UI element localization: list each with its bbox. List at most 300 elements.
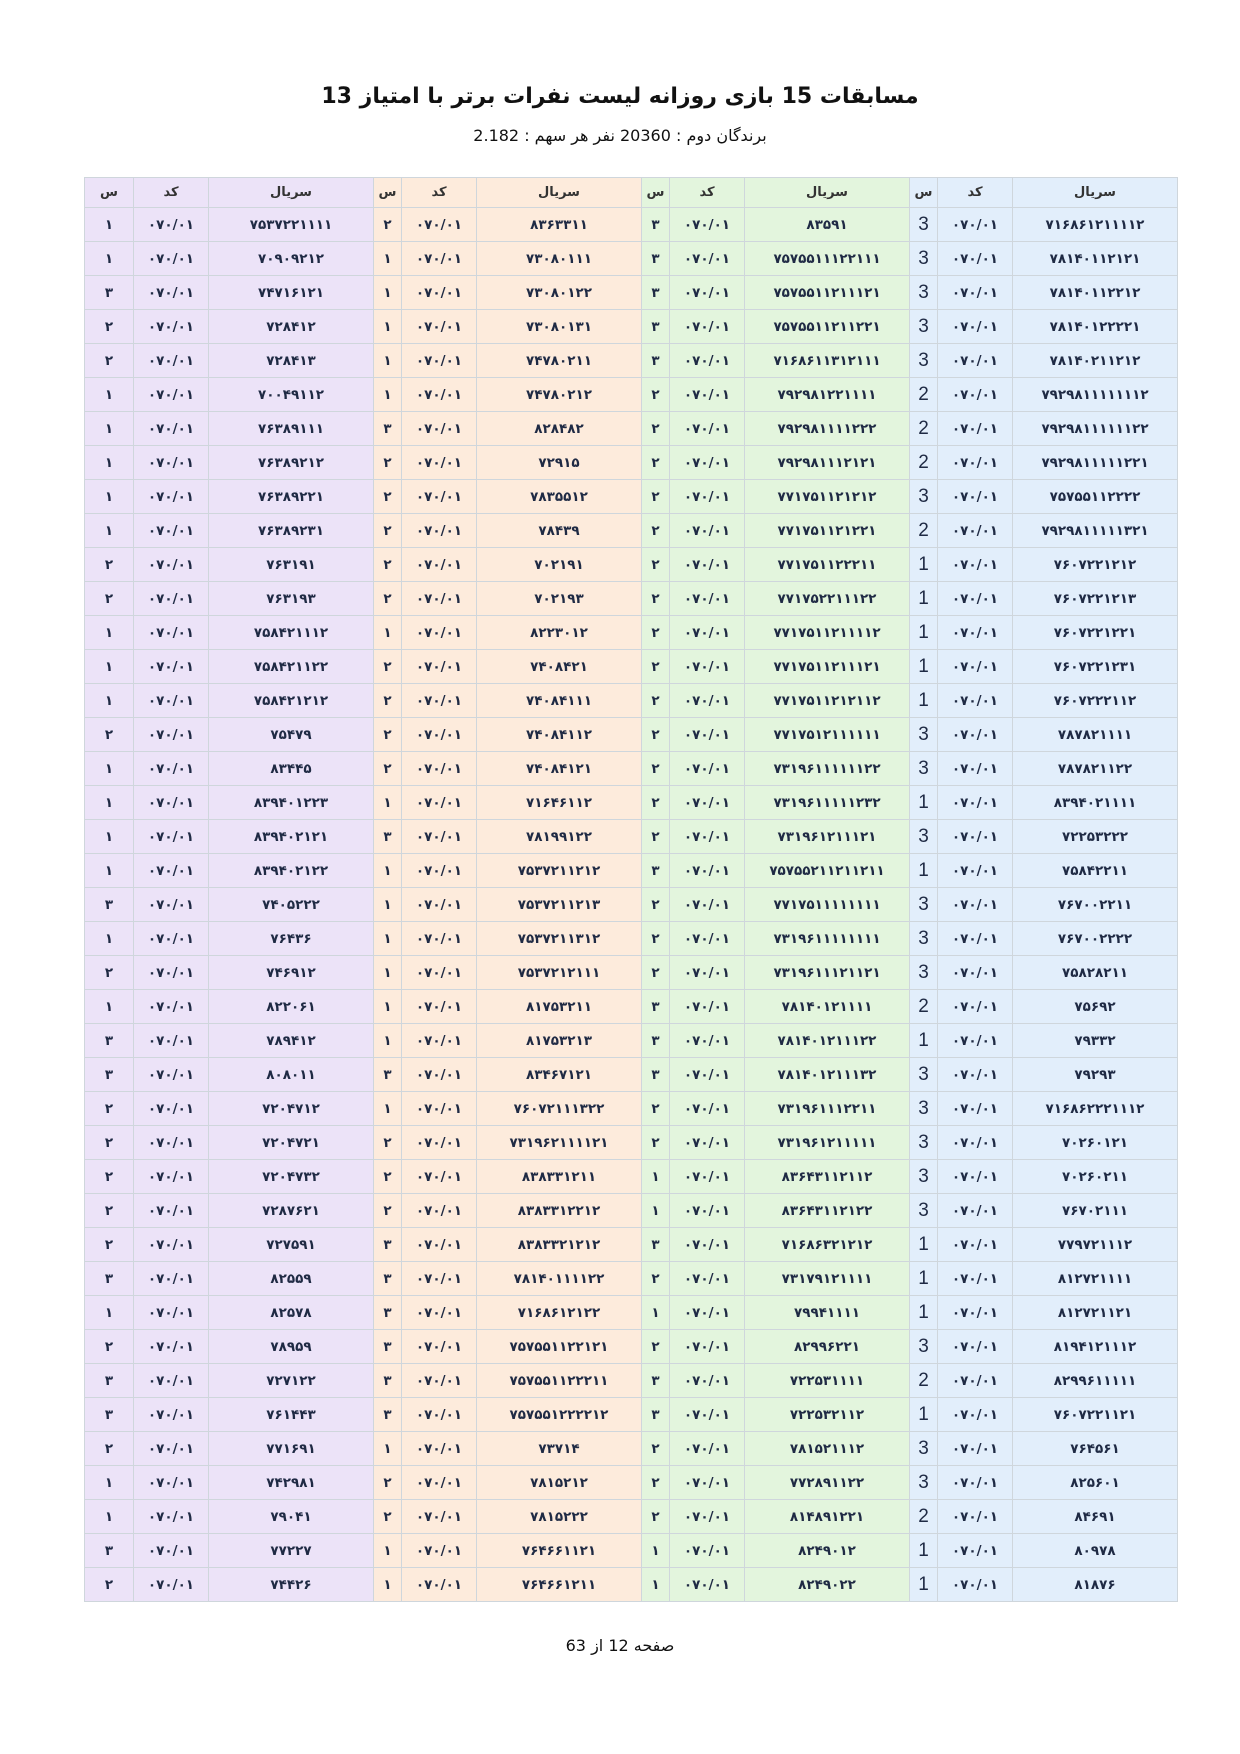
code-cell: ۰۷۰/۰۱ (134, 1160, 209, 1194)
code-cell: ۰۷۰/۰۱ (670, 1296, 745, 1330)
serial-cell: ۸۳۸۳۳۱۲۱۱ (477, 1160, 642, 1194)
column-header-code: کد (938, 178, 1013, 208)
s-cell: ۲ (642, 1092, 670, 1126)
code-cell: ۰۷۰/۰۱ (134, 1466, 209, 1500)
code-cell: ۰۷۰/۰۱ (938, 446, 1013, 480)
serial-cell: ۷۵۶۹۲ (1013, 990, 1178, 1024)
serial-cell: ۷۶۰۷۲۱۱۱۳۲۲ (477, 1092, 642, 1126)
s-cell: ۱ (85, 1500, 134, 1534)
serial-cell: ۷۸۱۴۰۱۱۲۲۱۲ (1013, 276, 1178, 310)
code-cell: ۰۷۰/۰۱ (402, 1500, 477, 1534)
serial-cell: ۷۶۳۱۹۱ (209, 548, 374, 582)
serial-cell: ۷۹۲۹۳ (1013, 1058, 1178, 1092)
s-cell: ۳ (85, 888, 134, 922)
serial-cell: ۷۳۱۹۶۱۱۱۱۱۱۱۱ (745, 922, 910, 956)
code-cell: ۰۷۰/۰۱ (670, 582, 745, 616)
serial-cell: ۷۱۶۸۶۱۲۱۱۱۱۲ (1013, 208, 1178, 242)
serial-cell: ۷۳۷۱۴ (477, 1432, 642, 1466)
s-cell: ۳ (85, 1364, 134, 1398)
code-cell: ۰۷۰/۰۱ (938, 1262, 1013, 1296)
s-cell: ۱ (85, 480, 134, 514)
code-cell: ۰۷۰/۰۱ (938, 752, 1013, 786)
code-cell: ۰۷۰/۰۱ (134, 1364, 209, 1398)
s-cell: ۳ (642, 208, 670, 242)
serial-cell: ۷۷۱۷۵۱۱۲۱۲۱۱۲ (745, 684, 910, 718)
code-cell: ۰۷۰/۰۱ (670, 514, 745, 548)
table-row (85, 1330, 1178, 1364)
s-cell: ۲ (642, 412, 670, 446)
serial-cell: ۷۰۲۶۰۲۱۱ (1013, 1160, 1178, 1194)
serial-cell: ۸۱۷۵۳۲۱۱ (477, 990, 642, 1024)
serial-cell: ۸۲۵۷۸ (209, 1296, 374, 1330)
s-cell: ۳ (642, 1228, 670, 1262)
s-cell: ۱ (85, 650, 134, 684)
serial-cell: ۷۶۰۷۲۲۱۲۱۳ (1013, 582, 1178, 616)
table-row (85, 888, 1178, 922)
s-cell: 1 (910, 582, 938, 616)
serial-cell: ۷۹۲۹۸۱۲۲۱۱۱۱ (745, 378, 910, 412)
code-cell: ۰۷۰/۰۱ (134, 922, 209, 956)
s-cell: ۲ (85, 310, 134, 344)
s-cell: ۲ (85, 1568, 134, 1602)
s-cell: ۱ (85, 820, 134, 854)
table-row (85, 1568, 1178, 1602)
s-cell: ۲ (85, 1194, 134, 1228)
s-cell: ۲ (642, 1126, 670, 1160)
serial-cell: ۷۹۲۹۸۱۱۱۱۱۱۲۲ (1013, 412, 1178, 446)
serial-cell: ۸۰۸۰۱۱ (209, 1058, 374, 1092)
results-table (84, 177, 1178, 1602)
s-cell: ۲ (374, 752, 402, 786)
serial-cell: ۷۵۷۵۵۱۱۲۲۲۲ (1013, 480, 1178, 514)
table-row (85, 548, 1178, 582)
code-cell: ۰۷۰/۰۱ (670, 344, 745, 378)
serial-cell: ۷۷۲۲۷ (209, 1534, 374, 1568)
code-cell: ۰۷۰/۰۱ (402, 242, 477, 276)
code-cell: ۰۷۰/۰۱ (134, 480, 209, 514)
code-cell: ۰۷۰/۰۱ (938, 1058, 1013, 1092)
results-table-wrapper (84, 177, 1157, 1602)
s-cell: ۲ (85, 548, 134, 582)
serial-cell: ۷۳۱۹۶۱۱۱۲۲۱۱ (745, 1092, 910, 1126)
s-cell: ۱ (85, 616, 134, 650)
serial-cell: ۷۰۲۱۹۳ (477, 582, 642, 616)
s-cell: ۲ (642, 1466, 670, 1500)
code-cell: ۰۷۰/۰۱ (402, 1228, 477, 1262)
serial-cell: ۷۶۰۷۲۲۲۱۱۲ (1013, 684, 1178, 718)
code-cell: ۰۷۰/۰۱ (134, 378, 209, 412)
code-cell: ۰۷۰/۰۱ (670, 1126, 745, 1160)
serial-cell: ۷۴۰۸۴۱۱۲ (477, 718, 642, 752)
code-cell: ۰۷۰/۰۱ (670, 956, 745, 990)
code-cell: ۰۷۰/۰۱ (134, 1058, 209, 1092)
serial-cell: ۷۲۰۴۷۲۱ (209, 1126, 374, 1160)
serial-cell: ۸۳۹۴۰۱۲۲۳ (209, 786, 374, 820)
column-header-serial: سریال (477, 178, 642, 208)
s-cell: ۳ (374, 1398, 402, 1432)
code-cell: ۰۷۰/۰۱ (670, 378, 745, 412)
serial-cell: ۸۳۸۳۳۱۲۲۱۲ (477, 1194, 642, 1228)
s-cell: 3 (910, 1092, 938, 1126)
s-cell: 3 (910, 922, 938, 956)
serial-cell: ۷۲۷۵۹۱ (209, 1228, 374, 1262)
serial-cell: ۷۴۰۸۴۲۱ (477, 650, 642, 684)
serial-cell: ۷۸۳۵۵۱۲ (477, 480, 642, 514)
s-cell: ۱ (85, 922, 134, 956)
s-cell: ۱ (642, 1534, 670, 1568)
s-cell: 3 (910, 208, 938, 242)
code-cell: ۰۷۰/۰۱ (134, 1194, 209, 1228)
serial-cell: ۷۵۷۵۵۱۱۱۲۲۱۱۱ (745, 242, 910, 276)
serial-cell: ۷۴۰۵۲۲۲ (209, 888, 374, 922)
s-cell: 3 (910, 820, 938, 854)
serial-cell: ۸۳۶۳۳۱۱ (477, 208, 642, 242)
serial-cell: ۷۴۲۹۸۱ (209, 1466, 374, 1500)
s-cell: ۱ (85, 378, 134, 412)
code-cell: ۰۷۰/۰۱ (670, 820, 745, 854)
code-cell: ۰۷۰/۰۱ (134, 786, 209, 820)
code-cell: ۰۷۰/۰۱ (938, 1466, 1013, 1500)
serial-cell: ۷۶۳۸۹۲۳۱ (209, 514, 374, 548)
serial-cell: ۷۷۱۶۹۱ (209, 1432, 374, 1466)
s-cell: ۳ (374, 820, 402, 854)
code-cell: ۰۷۰/۰۱ (670, 684, 745, 718)
serial-cell: ۷۴۷۸۰۲۱۲ (477, 378, 642, 412)
code-cell: ۰۷۰/۰۱ (402, 922, 477, 956)
code-cell: ۰۷۰/۰۱ (402, 820, 477, 854)
serial-cell: ۸۰۹۷۸ (1013, 1534, 1178, 1568)
s-cell: ۲ (374, 446, 402, 480)
code-cell: ۰۷۰/۰۱ (670, 616, 745, 650)
s-cell: ۲ (374, 650, 402, 684)
serial-cell: ۷۵۷۵۵۱۱۲۲۲۱۱ (477, 1364, 642, 1398)
code-cell: ۰۷۰/۰۱ (938, 412, 1013, 446)
s-cell: ۳ (85, 1058, 134, 1092)
serial-cell: ۷۵۷۵۵۱۱۲۱۱۲۲۱ (745, 310, 910, 344)
table-row (85, 480, 1178, 514)
serial-cell: ۷۶۳۸۹۲۱۲ (209, 446, 374, 480)
page-title: مسابقات 15 بازی روزانه لیست نفرات برتر با امتیاز 13 (321, 84, 919, 109)
serial-cell: ۷۹۰۴۱ (209, 1500, 374, 1534)
code-cell: ۰۷۰/۰۱ (670, 1262, 745, 1296)
code-cell: ۰۷۰/۰۱ (134, 1432, 209, 1466)
table-header-row (85, 178, 1178, 208)
page-number: صفحه 12 از 63 (565, 1636, 675, 1655)
s-cell: 3 (910, 718, 938, 752)
serial-cell: ۷۵۸۴۲۱۱۱۲ (209, 616, 374, 650)
s-cell: ۱ (85, 446, 134, 480)
serial-cell: ۷۸۹۴۱۲ (209, 1024, 374, 1058)
s-cell: 1 (910, 854, 938, 888)
serial-cell: ۸۴۶۹۱ (1013, 1500, 1178, 1534)
code-cell: ۰۷۰/۰۱ (134, 1092, 209, 1126)
table-row (85, 956, 1178, 990)
column-header-s: س (910, 178, 938, 208)
s-cell: ۲ (374, 1500, 402, 1534)
code-cell: ۰۷۰/۰۱ (938, 684, 1013, 718)
table-row (85, 344, 1178, 378)
serial-cell: ۷۶۱۴۴۳ (209, 1398, 374, 1432)
s-cell: ۳ (642, 276, 670, 310)
code-cell: ۰۷۰/۰۱ (134, 684, 209, 718)
s-cell: ۲ (642, 582, 670, 616)
s-cell: 3 (910, 888, 938, 922)
s-cell: ۱ (374, 990, 402, 1024)
s-cell: ۲ (642, 650, 670, 684)
serial-cell: ۷۵۳۷۲۱۱۲۱۲ (477, 854, 642, 888)
column-header-s: س (642, 178, 670, 208)
table-row (85, 412, 1178, 446)
serial-cell: ۷۲۷۱۲۲ (209, 1364, 374, 1398)
s-cell: ۱ (85, 684, 134, 718)
serial-cell: ۸۱۹۴۱۲۱۱۱۲ (1013, 1330, 1178, 1364)
s-cell: 1 (910, 616, 938, 650)
column-header-code: کد (402, 178, 477, 208)
serial-cell: ۷۱۶۴۶۱۱۲ (477, 786, 642, 820)
code-cell: ۰۷۰/۰۱ (938, 820, 1013, 854)
table-row (85, 1126, 1178, 1160)
table-row (85, 1262, 1178, 1296)
table-row (85, 922, 1178, 956)
serial-cell: ۷۳۱۹۶۲۱۱۱۱۲۱ (477, 1126, 642, 1160)
code-cell: ۰۷۰/۰۱ (402, 616, 477, 650)
table-row (85, 990, 1178, 1024)
table-row (85, 1024, 1178, 1058)
table-row (85, 1500, 1178, 1534)
code-cell: ۰۷۰/۰۱ (402, 344, 477, 378)
code-cell: ۰۷۰/۰۱ (670, 1228, 745, 1262)
s-cell: ۱ (85, 990, 134, 1024)
code-cell: ۰۷۰/۰۱ (402, 1024, 477, 1058)
code-cell: ۰۷۰/۰۱ (402, 1058, 477, 1092)
code-cell: ۰۷۰/۰۱ (938, 582, 1013, 616)
serial-cell: ۷۵۸۴۲۲۱۱ (1013, 854, 1178, 888)
table-row (85, 582, 1178, 616)
serial-cell: ۷۹۳۳۲ (1013, 1024, 1178, 1058)
s-cell: ۳ (642, 854, 670, 888)
s-cell: ۱ (642, 1194, 670, 1228)
serial-cell: ۷۰۲۱۹۱ (477, 548, 642, 582)
code-cell: ۰۷۰/۰۱ (134, 650, 209, 684)
code-cell: ۰۷۰/۰۱ (402, 310, 477, 344)
s-cell: ۲ (642, 1262, 670, 1296)
s-cell: 2 (910, 514, 938, 548)
serial-cell: ۷۸۱۴۰۱۲۱۱۱۳۲ (745, 1058, 910, 1092)
s-cell: ۳ (374, 1330, 402, 1364)
table-row (85, 752, 1178, 786)
code-cell: ۰۷۰/۰۱ (670, 854, 745, 888)
table-row (85, 310, 1178, 344)
code-cell: ۰۷۰/۰۱ (134, 990, 209, 1024)
code-cell: ۰۷۰/۰۱ (134, 242, 209, 276)
code-cell: ۰۷۰/۰۱ (134, 582, 209, 616)
s-cell: 3 (910, 956, 938, 990)
table-body (85, 208, 1178, 1602)
s-cell: 3 (910, 480, 938, 514)
s-cell: ۳ (642, 1058, 670, 1092)
code-cell: ۰۷۰/۰۱ (938, 1092, 1013, 1126)
code-cell: ۰۷۰/۰۱ (402, 684, 477, 718)
code-cell: ۰۷۰/۰۱ (670, 752, 745, 786)
table-row (85, 1058, 1178, 1092)
code-cell: ۰۷۰/۰۱ (938, 242, 1013, 276)
s-cell: ۱ (374, 378, 402, 412)
code-cell: ۰۷۰/۰۱ (670, 446, 745, 480)
code-cell: ۰۷۰/۰۱ (670, 310, 745, 344)
s-cell: ۲ (642, 480, 670, 514)
serial-cell: ۸۳۵۹۱ (745, 208, 910, 242)
code-cell: ۰۷۰/۰۱ (938, 1126, 1013, 1160)
s-cell: 2 (910, 1364, 938, 1398)
s-cell: 3 (910, 752, 938, 786)
s-cell: ۱ (85, 412, 134, 446)
s-cell: ۱ (374, 344, 402, 378)
serial-cell: ۸۲۲۰۶۱ (209, 990, 374, 1024)
s-cell: ۲ (642, 956, 670, 990)
s-cell: ۲ (642, 446, 670, 480)
table-row (85, 1398, 1178, 1432)
serial-cell: ۷۵۳۷۲۲۱۱۱۱ (209, 208, 374, 242)
code-cell: ۰۷۰/۰۱ (670, 480, 745, 514)
serial-cell: ۸۱۲۷۲۱۱۲۱ (1013, 1296, 1178, 1330)
s-cell: ۳ (85, 1262, 134, 1296)
code-cell: ۰۷۰/۰۱ (402, 514, 477, 548)
code-cell: ۰۷۰/۰۱ (938, 378, 1013, 412)
serial-cell: ۷۵۷۵۵۲۱۱۲۱۱۲۱۱ (745, 854, 910, 888)
s-cell: ۲ (85, 1160, 134, 1194)
s-cell: ۲ (85, 582, 134, 616)
code-cell: ۰۷۰/۰۱ (938, 480, 1013, 514)
s-cell: ۱ (374, 956, 402, 990)
code-cell: ۰۷۰/۰۱ (670, 1364, 745, 1398)
s-cell: ۱ (85, 514, 134, 548)
serial-cell: ۷۲۲۵۳۲۲۲ (1013, 820, 1178, 854)
code-cell: ۰۷۰/۰۱ (134, 1330, 209, 1364)
serial-cell: ۷۵۴۷۹ (209, 718, 374, 752)
s-cell: ۳ (642, 1364, 670, 1398)
code-cell: ۰۷۰/۰۱ (938, 1330, 1013, 1364)
serial-cell: ۷۴۰۸۴۱۱۱ (477, 684, 642, 718)
column-header-serial: سریال (209, 178, 374, 208)
s-cell: ۳ (642, 990, 670, 1024)
s-cell: ۱ (85, 752, 134, 786)
s-cell: ۳ (374, 1364, 402, 1398)
code-cell: ۰۷۰/۰۱ (938, 956, 1013, 990)
serial-cell: ۷۳۰۸۰۱۲۲ (477, 276, 642, 310)
table-row (85, 616, 1178, 650)
serial-cell: ۷۶۴۶۶۱۱۲۱ (477, 1534, 642, 1568)
s-cell: 1 (910, 1398, 938, 1432)
code-cell: ۰۷۰/۰۱ (938, 1024, 1013, 1058)
table-row (85, 1296, 1178, 1330)
code-cell: ۰۷۰/۰۱ (670, 990, 745, 1024)
serial-cell: ۷۸۴۳۹ (477, 514, 642, 548)
code-cell: ۰۷۰/۰۱ (938, 1500, 1013, 1534)
code-cell: ۰۷۰/۰۱ (134, 446, 209, 480)
code-cell: ۰۷۰/۰۱ (670, 786, 745, 820)
s-cell: ۲ (374, 480, 402, 514)
serial-cell: ۷۸۷۸۲۱۱۲۲ (1013, 752, 1178, 786)
s-cell: ۱ (374, 276, 402, 310)
s-cell: ۱ (85, 1466, 134, 1500)
code-cell: ۰۷۰/۰۱ (402, 650, 477, 684)
serial-cell: ۸۲۴۹۰۲۲ (745, 1568, 910, 1602)
code-cell: ۰۷۰/۰۱ (670, 242, 745, 276)
code-cell: ۰۷۰/۰۱ (670, 276, 745, 310)
s-cell: ۱ (642, 1160, 670, 1194)
s-cell: 2 (910, 990, 938, 1024)
code-cell: ۰۷۰/۰۱ (402, 1160, 477, 1194)
code-cell: ۰۷۰/۰۱ (134, 276, 209, 310)
code-cell: ۰۷۰/۰۱ (670, 1058, 745, 1092)
code-cell: ۰۷۰/۰۱ (402, 1330, 477, 1364)
s-cell: ۱ (85, 242, 134, 276)
serial-cell: ۷۳۱۷۹۱۲۱۱۱۱ (745, 1262, 910, 1296)
table-row (85, 446, 1178, 480)
table-row (85, 684, 1178, 718)
code-cell: ۰۷۰/۰۱ (938, 1568, 1013, 1602)
code-cell: ۰۷۰/۰۱ (670, 1194, 745, 1228)
serial-cell: ۷۷۱۷۵۱۱۲۲۲۱۱ (745, 548, 910, 582)
code-cell: ۰۷۰/۰۱ (670, 1534, 745, 1568)
s-cell: 1 (910, 684, 938, 718)
s-cell: ۳ (85, 1398, 134, 1432)
serial-cell: ۷۶۰۷۲۲۱۲۳۱ (1013, 650, 1178, 684)
s-cell: ۱ (374, 1092, 402, 1126)
s-cell: ۲ (642, 548, 670, 582)
serial-cell: ۸۲۴۹۰۱۲ (745, 1534, 910, 1568)
serial-cell: ۷۵۷۵۵۱۱۲۲۱۲۱ (477, 1330, 642, 1364)
code-cell: ۰۷۰/۰۱ (134, 344, 209, 378)
code-cell: ۰۷۰/۰۱ (402, 276, 477, 310)
serial-cell: ۸۱۴۸۹۱۲۲۱ (745, 1500, 910, 1534)
serial-cell: ۷۸۱۵۲۲۲ (477, 1500, 642, 1534)
s-cell: ۲ (642, 752, 670, 786)
code-cell: ۰۷۰/۰۱ (402, 548, 477, 582)
serial-cell: ۷۳۱۹۶۱۱۱۱۱۱۲۲ (745, 752, 910, 786)
s-cell: 3 (910, 1466, 938, 1500)
serial-cell: ۷۴۷۸۰۲۱۱ (477, 344, 642, 378)
s-cell: 3 (910, 310, 938, 344)
code-cell: ۰۷۰/۰۱ (402, 446, 477, 480)
table-row (85, 1364, 1178, 1398)
s-cell: ۲ (85, 1126, 134, 1160)
code-cell: ۰۷۰/۰۱ (670, 1432, 745, 1466)
code-cell: ۰۷۰/۰۱ (670, 1568, 745, 1602)
code-cell: ۰۷۰/۰۱ (402, 752, 477, 786)
serial-cell: ۷۱۶۸۶۱۲۱۲۲ (477, 1296, 642, 1330)
serial-cell: ۷۷۹۷۲۱۱۱۲ (1013, 1228, 1178, 1262)
serial-cell: ۷۴۷۱۶۱۲۱ (209, 276, 374, 310)
s-cell: 3 (910, 242, 938, 276)
s-cell: ۲ (642, 786, 670, 820)
serial-cell: ۷۹۲۹۸۱۱۱۲۱۲۱ (745, 446, 910, 480)
s-cell: ۱ (374, 310, 402, 344)
s-cell: 2 (910, 378, 938, 412)
s-cell: ۳ (374, 1058, 402, 1092)
serial-cell: ۷۷۱۷۵۱۱۲۱۱۱۲۱ (745, 650, 910, 684)
serial-cell: ۷۷۱۷۵۱۲۱۱۱۱۱۱ (745, 718, 910, 752)
serial-cell: ۸۲۵۶۰۱ (1013, 1466, 1178, 1500)
code-cell: ۰۷۰/۰۱ (402, 1398, 477, 1432)
code-cell: ۰۷۰/۰۱ (402, 208, 477, 242)
s-cell: ۲ (85, 956, 134, 990)
serial-cell: ۷۱۶۸۶۲۲۲۱۱۱۲ (1013, 1092, 1178, 1126)
s-cell: ۲ (374, 1194, 402, 1228)
s-cell: ۲ (374, 1466, 402, 1500)
code-cell: ۰۷۰/۰۱ (938, 1160, 1013, 1194)
code-cell: ۰۷۰/۰۱ (134, 548, 209, 582)
